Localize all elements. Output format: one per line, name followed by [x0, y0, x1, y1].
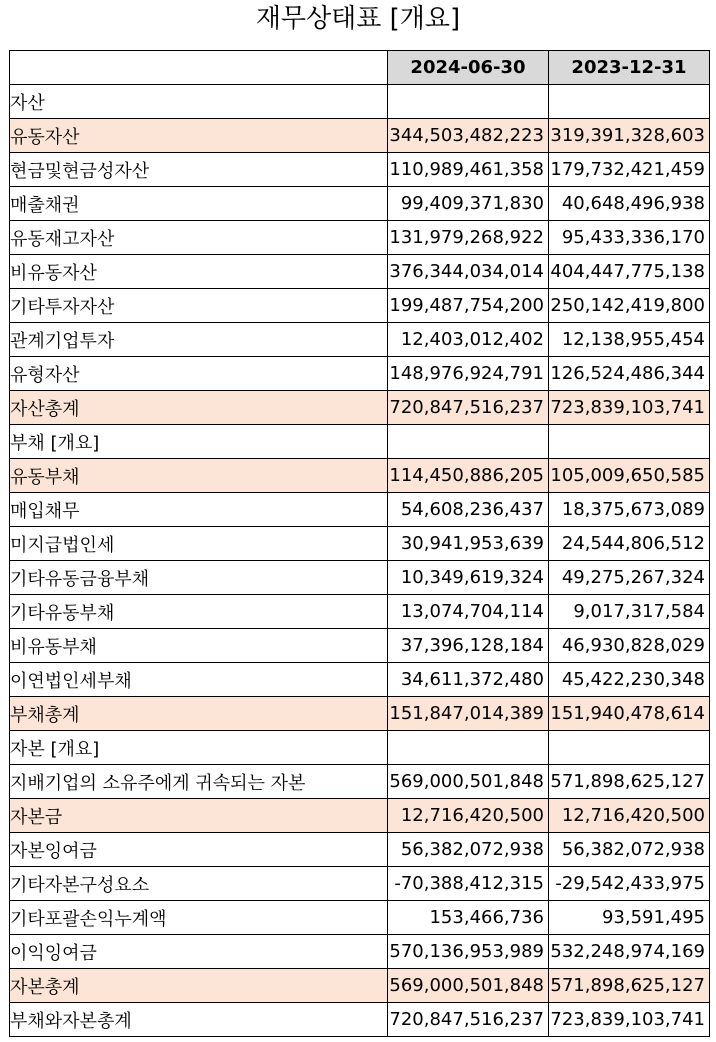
- row-label: 자산총계: [10, 391, 388, 425]
- value-2023-12-31: [549, 731, 710, 765]
- value-2023-12-31: [549, 85, 710, 119]
- value-2023-12-31: 45,422,230,348: [549, 663, 710, 697]
- row-label: 비유동부채: [10, 629, 388, 663]
- value-2024-06-30: 570,136,953,989: [388, 935, 549, 969]
- value-2023-12-31: 18,375,673,089: [549, 493, 710, 527]
- value-2023-12-31: 723,839,103,741: [549, 1003, 710, 1037]
- row-label: 기타자본구성요소: [10, 867, 388, 901]
- table-row: [10, 697, 710, 731]
- value-2023-12-31: 49,275,267,324: [549, 561, 710, 595]
- row-label: 기타유동부채: [10, 595, 388, 629]
- value-2024-06-30: 110,989,461,358: [388, 153, 549, 187]
- table-body: [10, 85, 710, 1037]
- value-2023-12-31: 24,544,806,512: [549, 527, 710, 561]
- row-label: 자본잉여금: [10, 833, 388, 867]
- table-row: [10, 119, 710, 153]
- value-2024-06-30: 376,344,034,014: [388, 255, 549, 289]
- table-row: [10, 391, 710, 425]
- value-2023-12-31: 151,940,478,614: [549, 697, 710, 731]
- value-2023-12-31: 179,732,421,459: [549, 153, 710, 187]
- value-2023-12-31: 105,009,650,585: [549, 459, 710, 493]
- table-row: [10, 493, 710, 527]
- value-2024-06-30: 56,382,072,938: [388, 833, 549, 867]
- value-2023-12-31: 571,898,625,127: [549, 765, 710, 799]
- value-2023-12-31: 404,447,775,138: [549, 255, 710, 289]
- table-row: [10, 221, 710, 255]
- value-2023-12-31: 93,591,495: [549, 901, 710, 935]
- table-row: [10, 765, 710, 799]
- table-row: [10, 901, 710, 935]
- table-row: [10, 255, 710, 289]
- value-2023-12-31: 571,898,625,127: [549, 969, 710, 1003]
- table-row: [10, 935, 710, 969]
- value-2023-12-31: 9,017,317,584: [549, 595, 710, 629]
- value-2024-06-30: 114,450,886,205: [388, 459, 549, 493]
- row-label: 현금및현금성자산: [10, 153, 388, 187]
- row-label: 유동재고자산: [10, 221, 388, 255]
- value-2024-06-30: 30,941,953,639: [388, 527, 549, 561]
- table-row: [10, 187, 710, 221]
- table-row: [10, 731, 710, 765]
- table-row: [10, 595, 710, 629]
- table-row: [10, 323, 710, 357]
- row-label: 자본금: [10, 799, 388, 833]
- value-2024-06-30: 12,403,012,402: [388, 323, 549, 357]
- value-2024-06-30: [388, 85, 549, 119]
- value-2024-06-30: 99,409,371,830: [388, 187, 549, 221]
- value-2023-12-31: 319,391,328,603: [549, 119, 710, 153]
- table-row: [10, 459, 710, 493]
- value-2024-06-30: 569,000,501,848: [388, 969, 549, 1003]
- table-row: [10, 527, 710, 561]
- value-2023-12-31: 12,716,420,500: [549, 799, 710, 833]
- value-2023-12-31: 46,930,828,029: [549, 629, 710, 663]
- value-2024-06-30: 569,000,501,848: [388, 765, 549, 799]
- value-2024-06-30: 720,847,516,237: [388, 1003, 549, 1037]
- row-label: 관계기업투자: [10, 323, 388, 357]
- table-row: [10, 561, 710, 595]
- value-2024-06-30: 148,976,924,791: [388, 357, 549, 391]
- value-2023-12-31: 12,138,955,454: [549, 323, 710, 357]
- row-label: 매출채권: [10, 187, 388, 221]
- row-label: 기타포괄손익누계액: [10, 901, 388, 935]
- row-label: 자본 [개요]: [10, 731, 388, 765]
- row-label: 지배기업의 소유주에게 귀속되는 자본: [10, 765, 388, 799]
- value-2024-06-30: 10,349,619,324: [388, 561, 549, 595]
- value-2024-06-30: -70,388,412,315: [388, 867, 549, 901]
- row-label: 자본총계: [10, 969, 388, 1003]
- table-row: [10, 867, 710, 901]
- header-period-previous: 2023-12-31: [549, 51, 710, 85]
- value-2023-12-31: -29,542,433,975: [549, 867, 710, 901]
- row-label: 미지급법인세: [10, 527, 388, 561]
- value-2024-06-30: 153,466,736: [388, 901, 549, 935]
- value-2024-06-30: 12,716,420,500: [388, 799, 549, 833]
- row-label: 유동자산: [10, 119, 388, 153]
- value-2024-06-30: 34,611,372,480: [388, 663, 549, 697]
- value-2024-06-30: [388, 731, 549, 765]
- table-header-row: [10, 51, 710, 85]
- row-label: 부채 [개요]: [10, 425, 388, 459]
- row-label: 이연법인세부채: [10, 663, 388, 697]
- row-label: 이익잉여금: [10, 935, 388, 969]
- value-2023-12-31: 532,248,974,169: [549, 935, 710, 969]
- value-2024-06-30: 151,847,014,389: [388, 697, 549, 731]
- table-row: [10, 969, 710, 1003]
- table-row: [10, 799, 710, 833]
- table-row: [10, 289, 710, 323]
- value-2024-06-30: 54,608,236,437: [388, 493, 549, 527]
- row-label: 유동부채: [10, 459, 388, 493]
- row-label: 부채와자본총계: [10, 1003, 388, 1037]
- table-row: [10, 1003, 710, 1037]
- row-label: 기타투자자산: [10, 289, 388, 323]
- table-row: [10, 357, 710, 391]
- row-label: 자산: [10, 85, 388, 119]
- value-2024-06-30: [388, 425, 549, 459]
- table-row: [10, 629, 710, 663]
- value-2023-12-31: 56,382,072,938: [549, 833, 710, 867]
- value-2023-12-31: 126,524,486,344: [549, 357, 710, 391]
- row-label: 유형자산: [10, 357, 388, 391]
- row-label: 부채총계: [10, 697, 388, 731]
- row-label: 비유동자산: [10, 255, 388, 289]
- value-2023-12-31: 250,142,419,800: [549, 289, 710, 323]
- header-label-cell: [10, 51, 388, 85]
- row-label: 기타유동금융부채: [10, 561, 388, 595]
- table-row: [10, 425, 710, 459]
- value-2023-12-31: 95,433,336,170: [549, 221, 710, 255]
- balance-sheet-table: [9, 50, 710, 1037]
- value-2024-06-30: 131,979,268,922: [388, 221, 549, 255]
- page-title: 재무상태표 [개요]: [255, 4, 461, 34]
- table-row: [10, 833, 710, 867]
- header-period-current: 2024-06-30: [388, 51, 549, 85]
- value-2023-12-31: [549, 425, 710, 459]
- value-2023-12-31: 723,839,103,741: [549, 391, 710, 425]
- table-row: [10, 663, 710, 697]
- value-2024-06-30: 720,847,516,237: [388, 391, 549, 425]
- row-label: 매입채무: [10, 493, 388, 527]
- table-row: [10, 85, 710, 119]
- value-2024-06-30: 13,074,704,114: [388, 595, 549, 629]
- value-2024-06-30: 37,396,128,184: [388, 629, 549, 663]
- value-2024-06-30: 344,503,482,223: [388, 119, 549, 153]
- table-row: [10, 153, 710, 187]
- value-2023-12-31: 40,648,496,938: [549, 187, 710, 221]
- value-2024-06-30: 199,487,754,200: [388, 289, 549, 323]
